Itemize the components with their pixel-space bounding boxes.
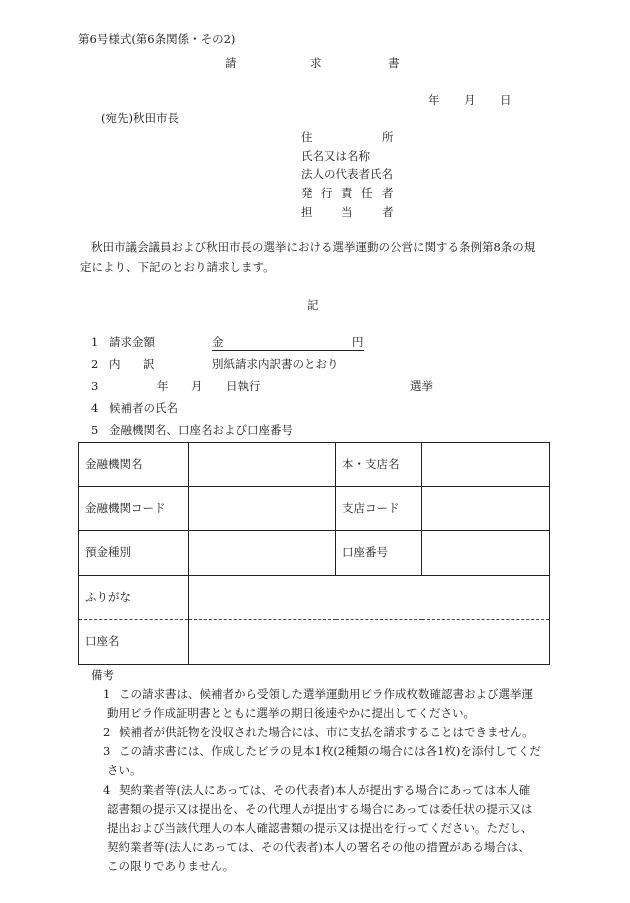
table-row [79,620,550,665]
address-label-char: 住 [301,130,313,144]
table-row [79,576,550,620]
bank-code-field[interactable] [189,487,336,531]
date-year: 年 [428,93,440,107]
intro-line-1: 秋田市議会議員および秋田市長の選挙における選挙運動の公営に関する条例第8条の規 [91,240,536,254]
note-text: この請求書には、作成したビラの見本1枚(2種類の場合には各1枚)を添付してくだ [119,744,541,758]
account-name-label: 口座名 [79,620,189,665]
bank-code-label: 金融機関コード [79,487,189,531]
account-number-field[interactable] [422,531,550,576]
notes-heading: 備考 [91,668,114,682]
branch-name-field[interactable] [422,443,550,487]
yen-label: 円 [352,335,364,349]
note-text: この請求書は、候補者から受領した選挙運動用ビラ作成枚数確認書および選挙運 [119,687,533,701]
address-label-char: 所 [382,130,394,144]
item-label-char: 内 [109,357,121,371]
furigana-label: ふりがな [79,576,189,620]
issuer-label-char: 発 [301,186,313,200]
item-label: 請求金額 [109,335,155,349]
note-text: 契約業者等(法人にあっては、その代表者)本人の署名その他の措置がある場合は、 [107,840,530,854]
note-text: さい。 [107,763,142,777]
note-text: 提出および当該代理人の本人確認書類の提示又は提出を行ってください。ただし、 [107,821,533,835]
item-label-char: 訳 [143,357,155,371]
branch-name-label: 本・支店名 [336,443,422,487]
person-in-charge-char: 当 [341,205,353,219]
issuer-label-char: 者 [382,186,394,200]
bank-name-field[interactable] [189,443,336,487]
note-text: 動用ビラ作成証明書とともに選挙の期日後速やかに提出してください。 [107,706,475,720]
date-day: 日 [500,93,512,107]
item-number: 3 [91,379,99,393]
item-label: 金融機関名、口座名および口座番号 [109,423,293,437]
note-number: 3 [103,744,111,758]
issuer-label-char: 任 [361,186,373,200]
election-year: 年 [157,379,169,393]
account-number-label: 口座番号 [336,531,422,576]
election-month: 月 [191,379,203,393]
branch-code-field[interactable] [422,487,550,531]
account-name-field[interactable] [189,620,550,665]
person-in-charge-char: 担 [301,205,313,219]
amount-field [212,336,364,351]
intro-line-2: 定により、下記のとおり請求します。 [80,260,275,274]
branch-code-label: 支店コード [336,487,422,531]
item-number: 5 [91,423,99,437]
title-char: 請 [225,56,237,70]
kin-label: 金 [212,335,224,349]
note-text: 認書類の提示又は提出を、その代理人が提出する場合にあっては委任状の提示又は [107,802,533,816]
title-char: 求 [310,56,322,70]
table-row [79,443,550,487]
election-label: 選挙 [410,379,433,393]
bank-name-label: 金融機関名 [79,443,189,487]
note-number: 1 [103,687,111,701]
date-month: 月 [464,93,476,107]
deposit-type-label: 預金種別 [79,531,189,576]
bank-account-table [78,442,550,665]
issuer-label-char: 行 [321,186,333,200]
table-row [79,531,550,576]
item-number: 2 [91,357,99,371]
item-value: 別紙請求内訳書のとおり [212,357,339,371]
form-number: 第6号様式(第6条関係・その2) [78,32,236,46]
table-row [79,487,550,531]
title-char: 書 [388,56,400,70]
person-in-charge-char: 者 [382,205,394,219]
addressee: (宛先)秋田市長 [101,111,179,125]
name-label: 氏名又は名称 [301,149,370,163]
note-text: 契約業者等(法人にあっては、その代表者)本人が提出する場合にあっては本人確 [119,783,531,797]
item-label: 候補者の氏名 [109,401,178,415]
election-day: 日執行 [226,379,261,393]
note-number: 2 [103,725,111,739]
representative-label: 法人の代表者氏名 [301,167,393,181]
item-number: 4 [91,401,99,415]
ki-heading: 記 [307,298,319,312]
furigana-field[interactable] [189,576,550,620]
item-number: 1 [91,335,99,349]
issuer-label-char: 責 [341,186,353,200]
note-number: 4 [103,783,111,797]
note-text: 候補者が供託物を没収された場合には、市に支払を請求することはできません。 [119,725,534,739]
deposit-type-field[interactable] [189,531,336,576]
note-text: この限りでありません。 [107,859,235,873]
